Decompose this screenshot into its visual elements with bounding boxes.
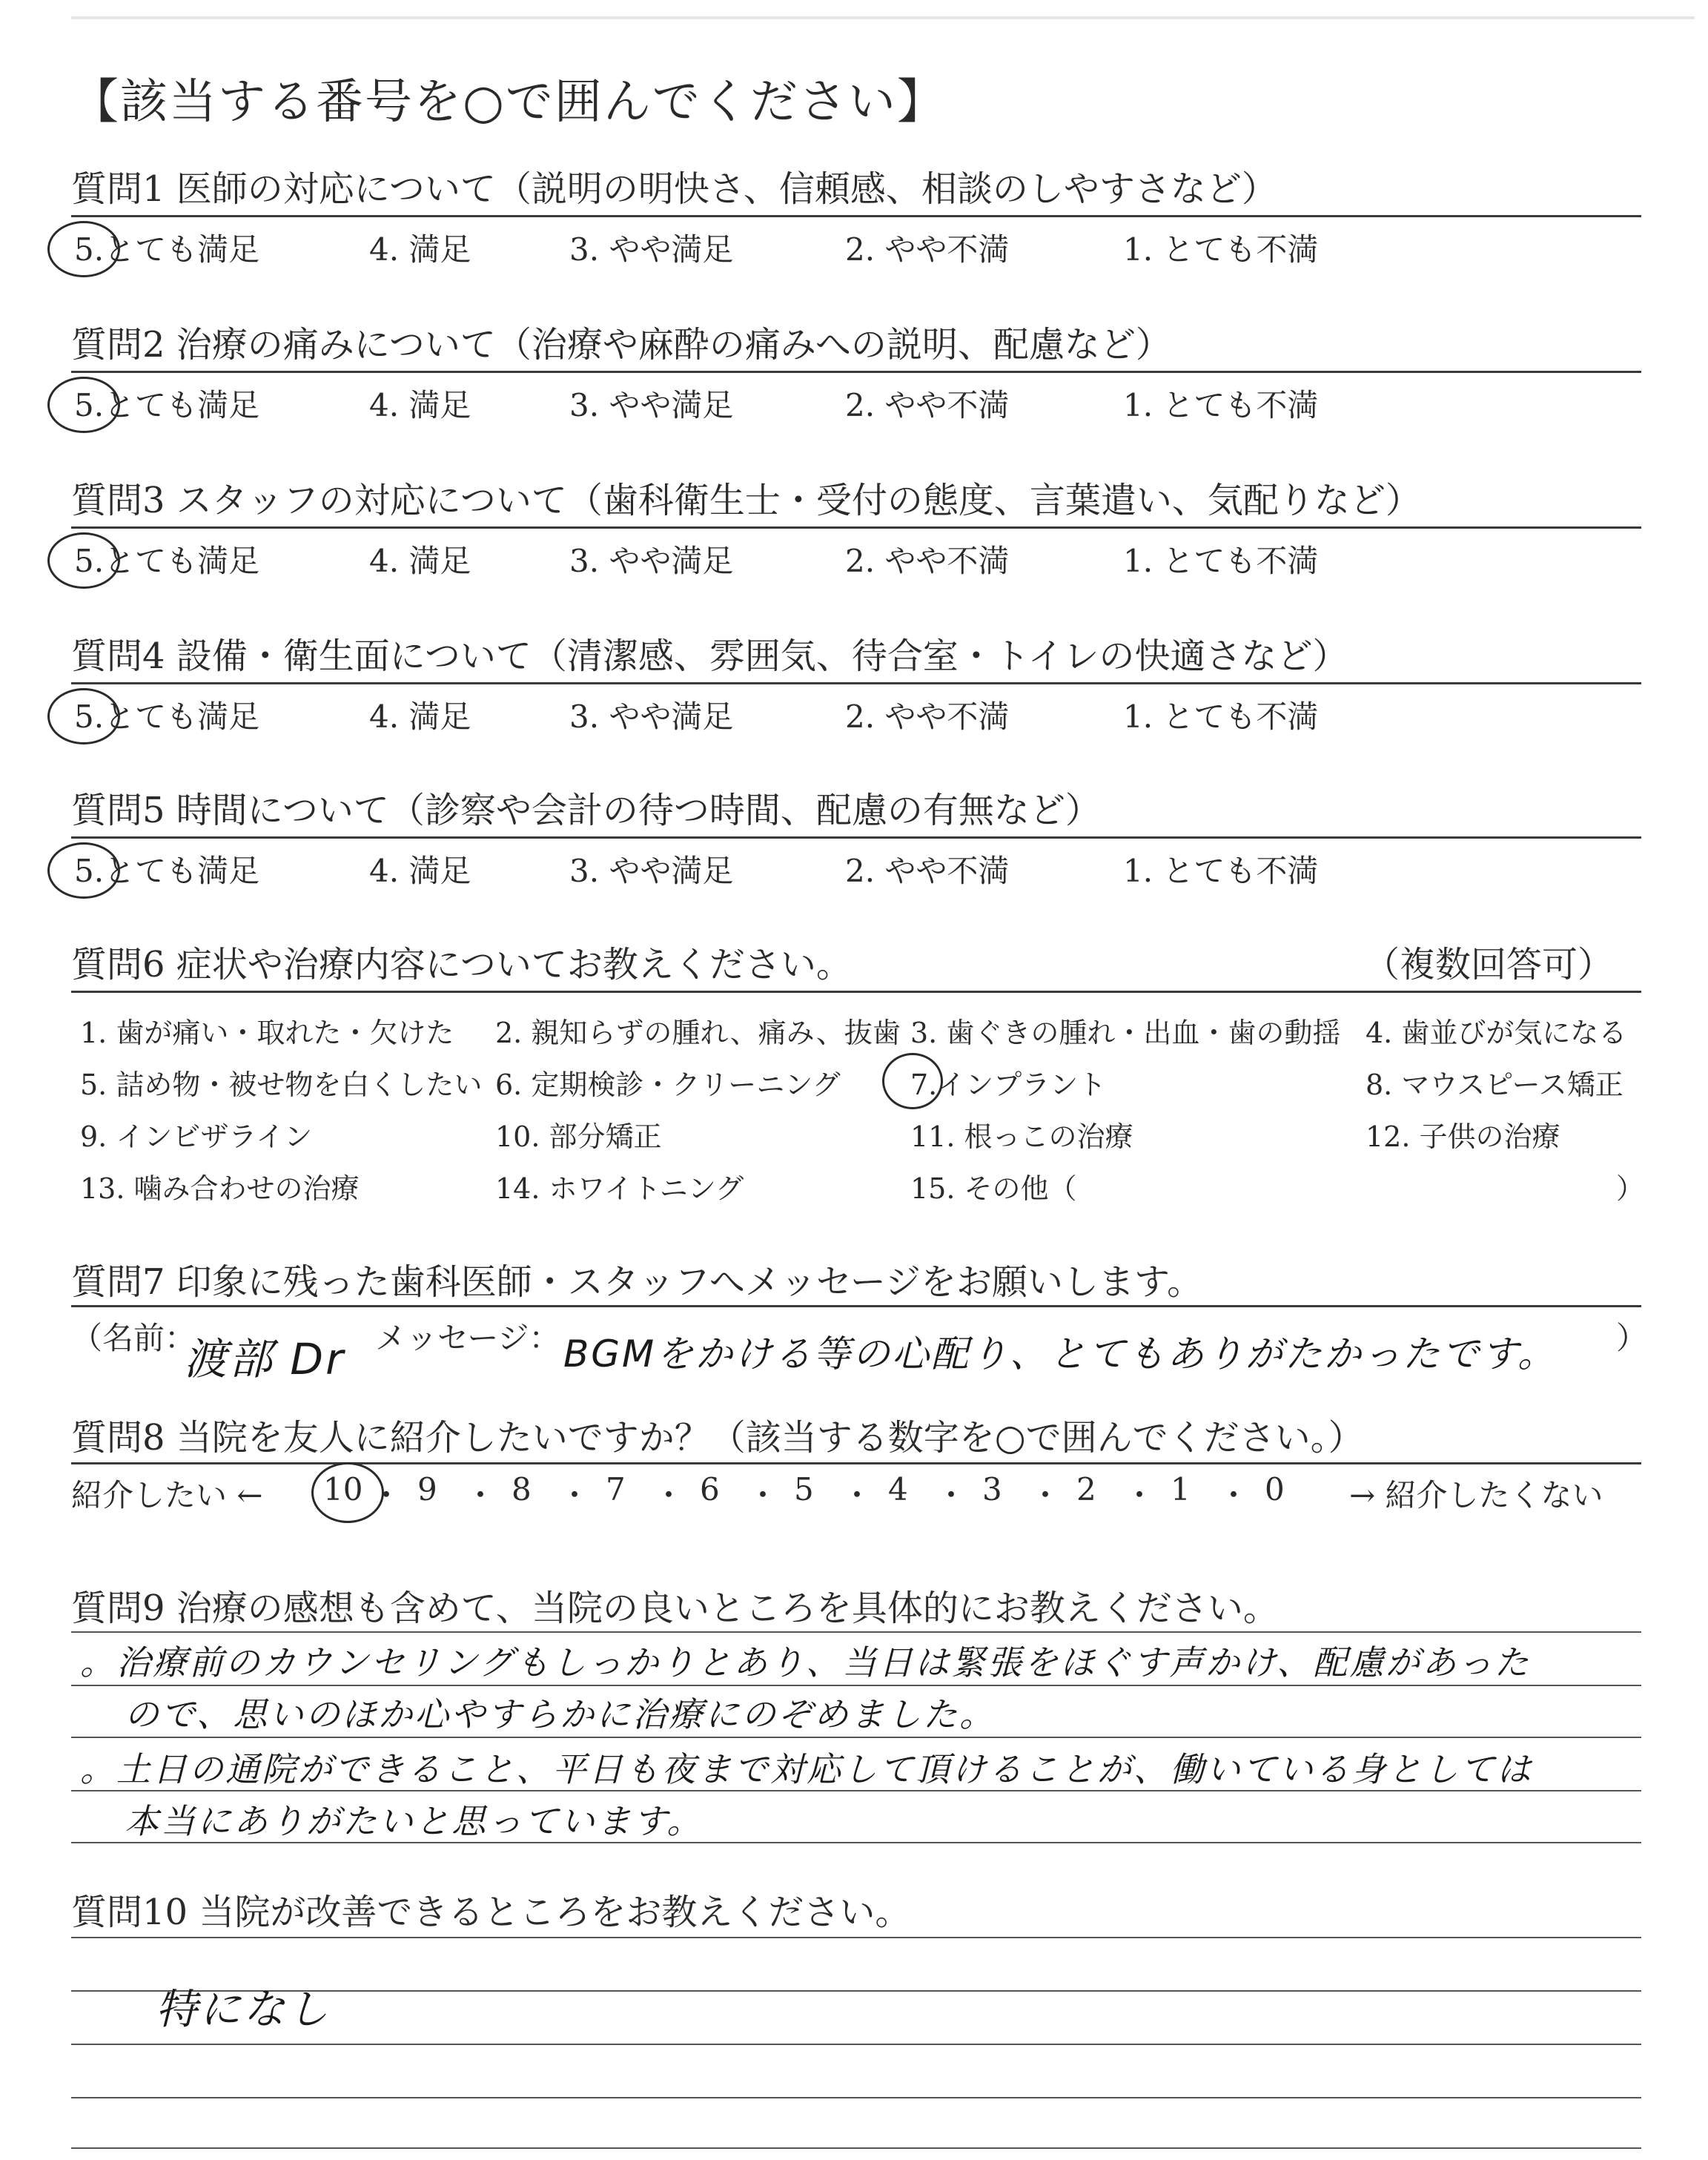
symptom-option[interactable]: 2. 親知らずの腫れ、痛み、抜歯 xyxy=(495,1017,901,1049)
question-3-selection-circle xyxy=(47,532,120,589)
symptom-option[interactable]: 15. その他（ xyxy=(910,1172,1077,1205)
question-7-rule xyxy=(71,1305,1641,1307)
scale-number[interactable]: 4 xyxy=(888,1471,908,1507)
question-1-label: 質問1 医師の対応について（説明の明快さ、信頼感、相談のしやすさなど） xyxy=(71,168,1277,210)
question-8-rule xyxy=(71,1462,1641,1464)
question-3-option[interactable]: 5.とても満足 xyxy=(74,543,260,579)
question-2-selection-circle xyxy=(47,377,120,433)
question-5-label: 質問5 時間について（診察や会計の待つ時間、配慮の有無など） xyxy=(71,790,1101,831)
question-2-option[interactable]: 3. やや満足 xyxy=(569,387,734,423)
scale-separator: ・ xyxy=(1218,1477,1250,1513)
scale-separator: ・ xyxy=(465,1477,497,1513)
question-6-note: （複数回答可） xyxy=(1364,944,1614,985)
symptom-option[interactable]: 7.インプラント xyxy=(910,1069,1107,1101)
question-1-option[interactable]: 1. とても不満 xyxy=(1123,231,1319,268)
question-4-option[interactable]: 5.とても満足 xyxy=(74,698,260,735)
answer-line xyxy=(71,2097,1641,2098)
good-points-answer-line: 。土日の通院ができること、平日も夜まで対応して頂けることが、働いている身としては xyxy=(80,1749,1533,1789)
question-10-label: 質問10 当院が改善できるところをお教えください。 xyxy=(71,1892,911,1933)
question-6-rule xyxy=(71,991,1641,993)
symptom-option[interactable]: 10. 部分矯正 xyxy=(495,1120,662,1153)
question-4-option[interactable]: 3. やや満足 xyxy=(569,698,734,735)
question-2-option[interactable]: 4. 満足 xyxy=(369,387,471,423)
symptom-option[interactable]: 6. 定期検診・クリーニング xyxy=(495,1069,841,1101)
answer-line xyxy=(71,1937,1641,1938)
symptom-option[interactable]: 3. 歯ぐきの腫れ・出血・歯の動揺 xyxy=(910,1017,1341,1049)
answer-line xyxy=(71,1685,1641,1686)
message-value: BGMをかける等の心配り、とてもありがたかったです。 xyxy=(563,1332,1558,1375)
question-5-selection-circle xyxy=(47,842,120,899)
message-close: ） xyxy=(1616,1320,1648,1356)
question-5-option[interactable]: 4. 満足 xyxy=(369,853,471,889)
scale-number[interactable]: 9 xyxy=(417,1471,437,1507)
scale-number[interactable]: 5 xyxy=(794,1471,814,1507)
scale-number[interactable]: 8 xyxy=(512,1471,532,1507)
question-1-option[interactable]: 2. やや不満 xyxy=(845,231,1010,268)
scale-number[interactable]: 7 xyxy=(606,1471,626,1507)
scale-separator: ・ xyxy=(371,1477,403,1513)
scale-separator: ・ xyxy=(841,1477,873,1513)
symptom-option[interactable]: 14. ホワイトニング xyxy=(495,1172,744,1205)
improvement-answer: 特になし xyxy=(156,1986,331,2034)
question-4-rule xyxy=(71,682,1641,684)
message-label: メッセージ： xyxy=(375,1320,560,1356)
scale-separator: ・ xyxy=(1030,1477,1062,1513)
question-1-selection-circle xyxy=(47,221,120,277)
question-2-option[interactable]: 1. とても不満 xyxy=(1123,387,1319,423)
symptom-option[interactable]: 1. 歯が痛い・取れた・欠けた xyxy=(80,1017,454,1049)
symptom-option[interactable]: 9. インビザライン xyxy=(80,1120,313,1153)
question-9-label: 質問9 治療の感想も含めて、当院の良いところを具体的にお教えください。 xyxy=(71,1588,1279,1629)
scale-left-label: 紹介したい ← xyxy=(71,1477,263,1513)
question-5-option[interactable]: 3. やや満足 xyxy=(569,853,734,889)
question-4-selection-circle xyxy=(47,688,120,744)
name-label: （名前： xyxy=(71,1320,196,1356)
scale-number[interactable]: 2 xyxy=(1076,1471,1096,1507)
question-3-label: 質問3 スタッフの対応について（歯科衛生士・受付の態度、言葉遣い、気配りなど） xyxy=(71,480,1421,521)
symptom-option[interactable]: 4. 歯並びが気になる xyxy=(1366,1017,1627,1049)
scale-separator: ・ xyxy=(936,1477,967,1513)
question-2-option[interactable]: 2. やや不満 xyxy=(845,387,1010,423)
question-3-option[interactable]: 3. やや満足 xyxy=(569,543,734,579)
question-2-rule xyxy=(71,371,1641,373)
question-5-option[interactable]: 1. とても不満 xyxy=(1123,853,1319,889)
question-4-label: 質問4 設備・衛生面について（清潔感、雰囲気、待合室・トイレの快適さなど） xyxy=(71,635,1348,677)
question-2-label: 質問2 治療の痛みについて（治療や麻酔の痛みへの説明、配慮など） xyxy=(71,324,1171,366)
scale-number[interactable]: 3 xyxy=(982,1471,1002,1507)
answer-line xyxy=(71,2147,1641,2149)
symptom-option: ） xyxy=(1616,1172,1645,1205)
question-3-option[interactable]: 4. 満足 xyxy=(369,543,471,579)
scale-separator: ・ xyxy=(747,1477,779,1513)
question-6-label: 質問6 症状や治療内容についてお教えください。 xyxy=(71,944,852,985)
symptom-option[interactable]: 5. 詰め物・被せ物を白くしたい xyxy=(80,1069,483,1101)
good-points-answer-line: ので、思いのほか心やすらかに治療にのぞめました。 xyxy=(125,1694,996,1734)
question-1-option[interactable]: 5.とても満足 xyxy=(74,231,260,268)
name-value: 渡部 Dr xyxy=(184,1334,345,1384)
scale-right-label: → 紹介したくない xyxy=(1349,1477,1603,1513)
question-1-option[interactable]: 3. やや満足 xyxy=(569,231,734,268)
question-7-label: 質問7 印象に残った歯科医師・スタッフへメッセージをお願いします。 xyxy=(71,1261,1203,1303)
question-1-option[interactable]: 4. 満足 xyxy=(369,231,471,268)
question-5-option[interactable]: 2. やや不満 xyxy=(845,853,1010,889)
question-6-selection-circle xyxy=(882,1053,943,1109)
question-8-label: 質問8 当院を友人に紹介したいですか？（該当する数字を○で囲んでください。） xyxy=(71,1417,1364,1459)
symptom-option[interactable]: 8. マウスピース矯正 xyxy=(1366,1069,1623,1101)
symptom-option[interactable]: 11. 根っこの治療 xyxy=(910,1120,1133,1153)
scale-number[interactable]: 0 xyxy=(1265,1471,1285,1507)
question-4-option[interactable]: 4. 満足 xyxy=(369,698,471,735)
answer-line xyxy=(71,1737,1641,1738)
answer-line xyxy=(71,1631,1641,1633)
question-8-selection-circle xyxy=(311,1462,384,1523)
answer-line xyxy=(71,2044,1641,2045)
scale-number[interactable]: 1 xyxy=(1171,1471,1191,1507)
scale-separator: ・ xyxy=(559,1477,591,1513)
question-4-option[interactable]: 1. とても不満 xyxy=(1123,698,1319,735)
top-border xyxy=(71,16,1695,19)
good-points-answer-line: 。治療前のカウンセリングもしっかりとあり、当日は緊張をほぐす声かけ、配慮があった xyxy=(80,1642,1531,1682)
scale-number[interactable]: 6 xyxy=(700,1471,720,1507)
scale-number[interactable]: 10 xyxy=(323,1471,363,1507)
question-4-option[interactable]: 2. やや不満 xyxy=(845,698,1010,735)
page-title: 【該当する番号を○で囲んでください】 xyxy=(71,75,946,130)
scale-separator: ・ xyxy=(1124,1477,1156,1513)
symptom-option[interactable]: 13. 噛み合わせの治療 xyxy=(80,1172,360,1205)
question-3-rule xyxy=(71,526,1641,529)
scale-separator: ・ xyxy=(653,1477,685,1513)
symptom-option[interactable]: 12. 子供の治療 xyxy=(1366,1120,1560,1153)
question-5-rule xyxy=(71,836,1641,839)
question-1-rule xyxy=(71,215,1641,217)
good-points-answer-line: 本当にありがたいと思っています。 xyxy=(125,1801,704,1841)
question-2-option[interactable]: 5.とても満足 xyxy=(74,387,260,423)
question-3-option[interactable]: 2. やや不満 xyxy=(845,543,1010,579)
question-5-option[interactable]: 5.とても満足 xyxy=(74,853,260,889)
question-3-option[interactable]: 1. とても不満 xyxy=(1123,543,1319,579)
